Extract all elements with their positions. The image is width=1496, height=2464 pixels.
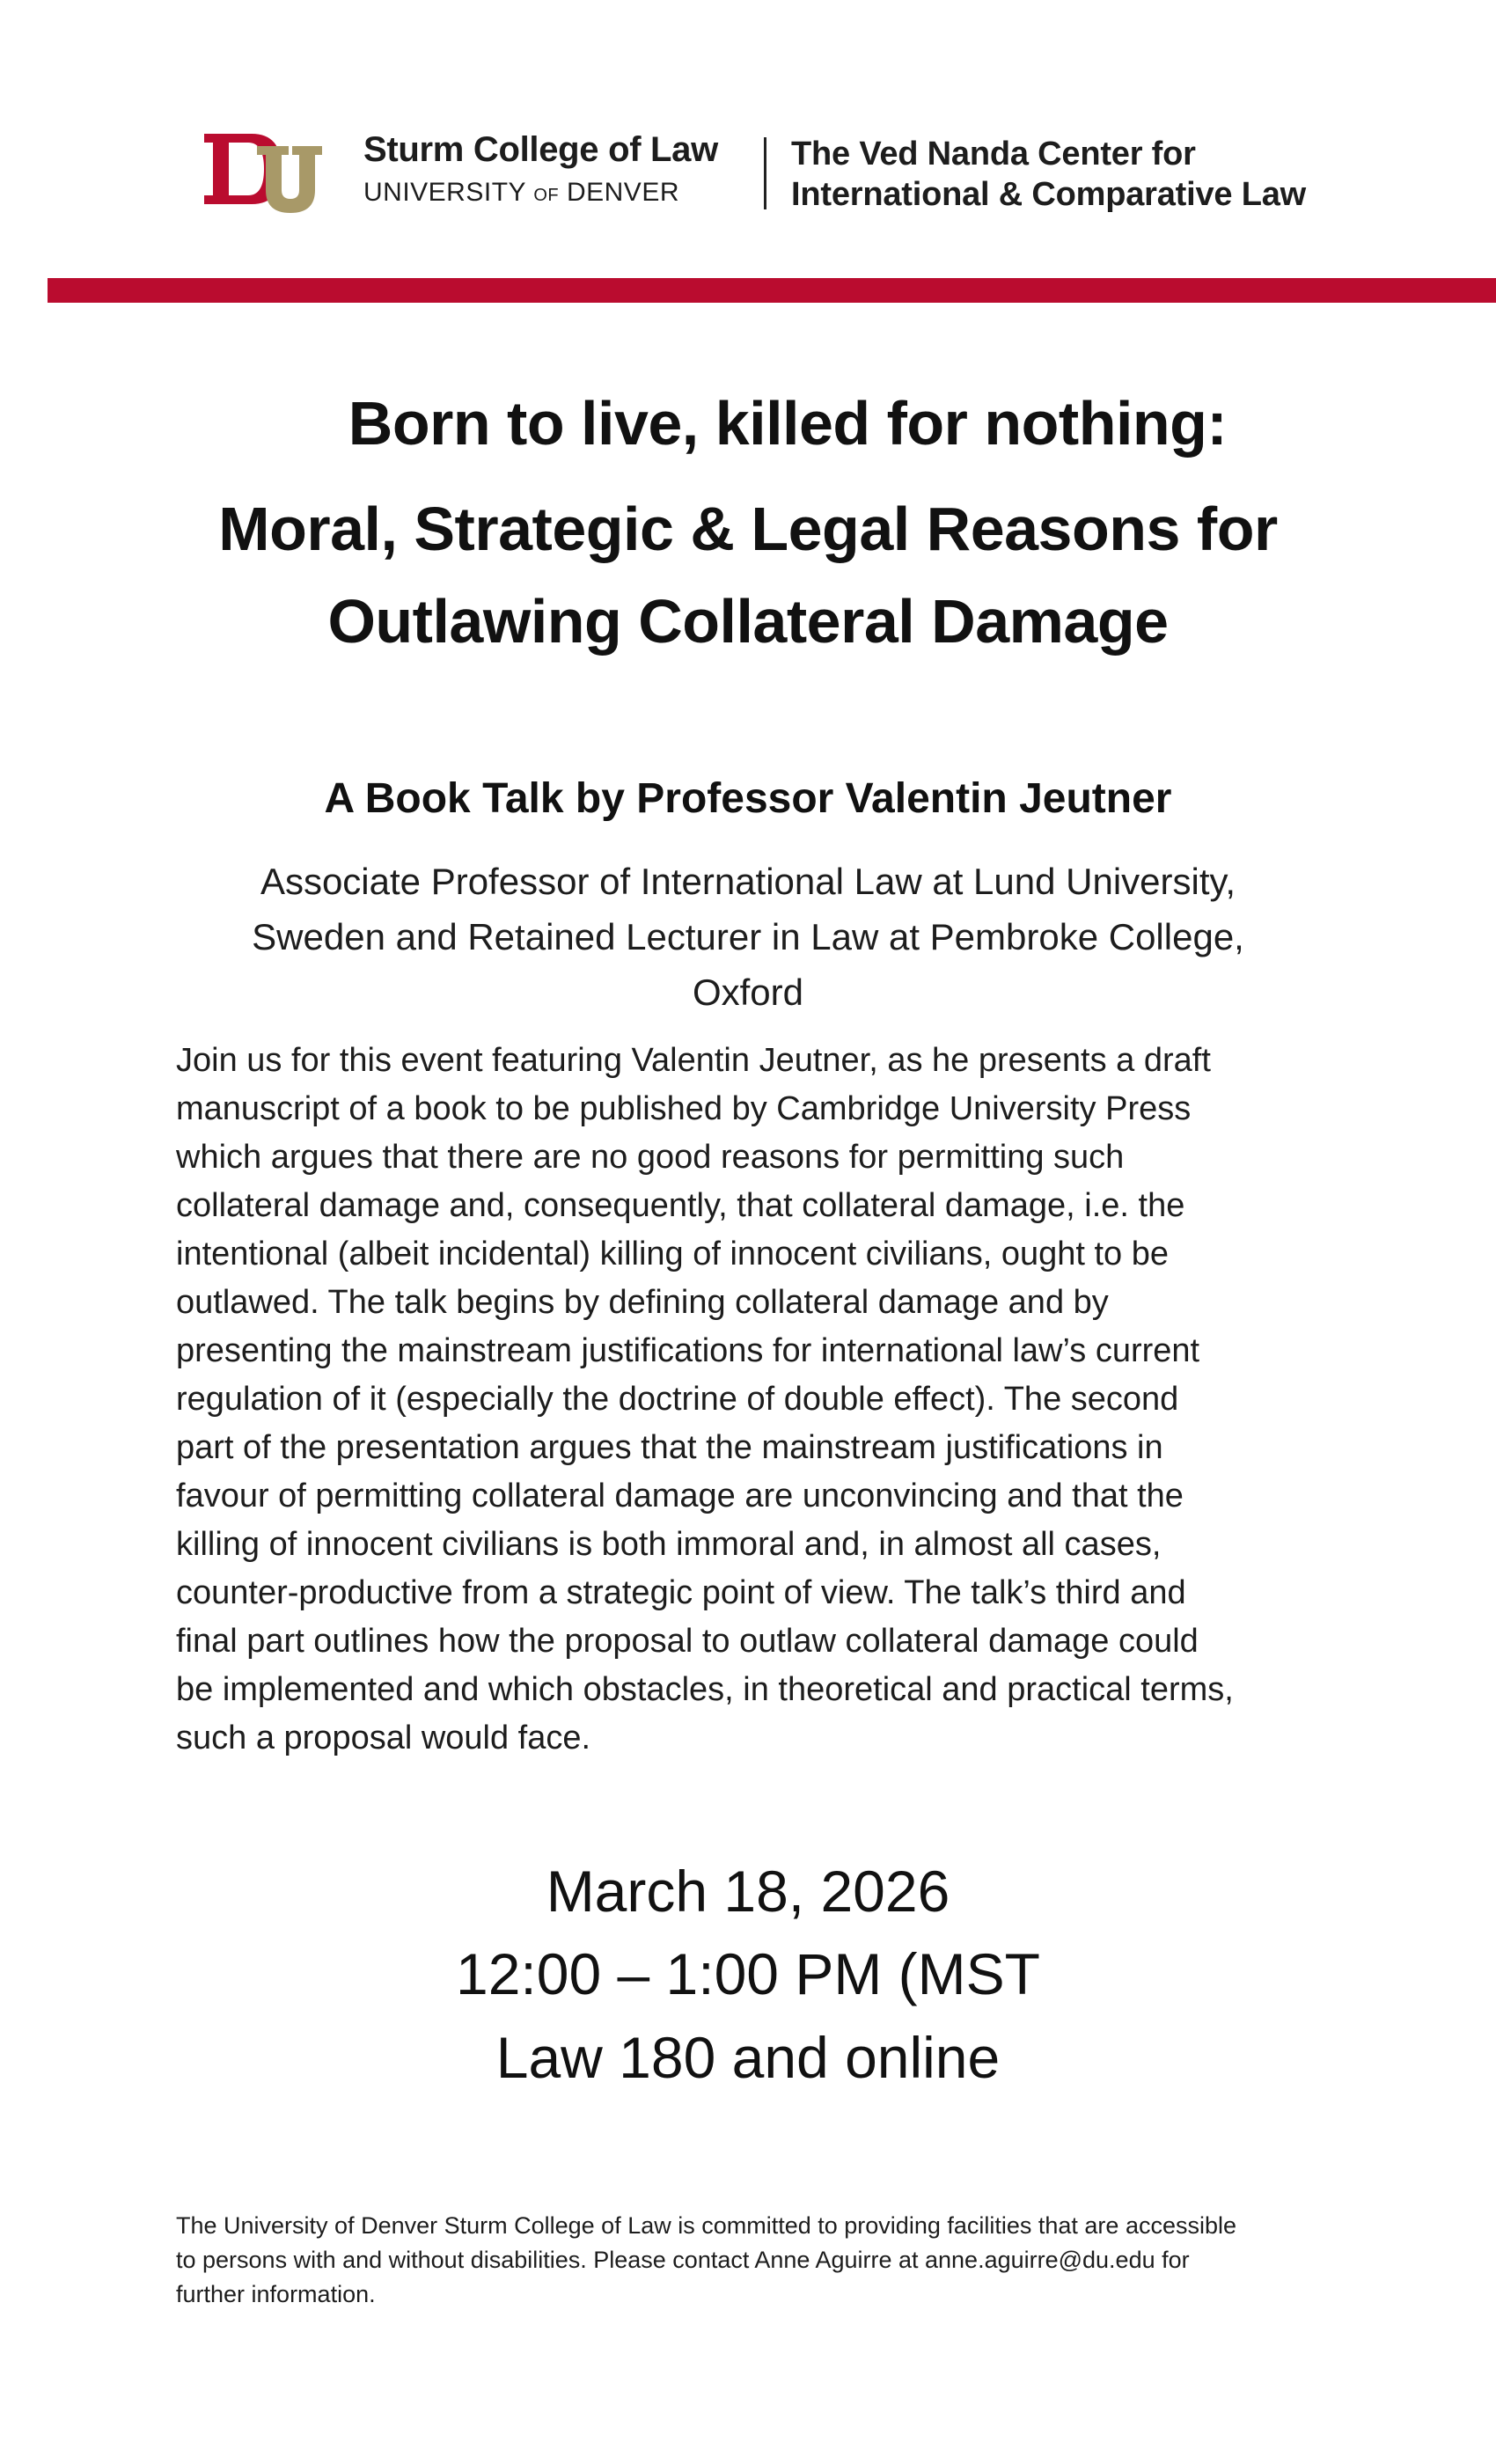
center-name bbox=[791, 134, 1306, 215]
footer-line: The University of Denver Sturm College of Law is committed to providing facilities that are accessible bbox=[176, 2212, 1237, 2239]
description-line: regulation of it (especially the doctrine of double effect). The second bbox=[176, 1381, 1179, 1418]
description-line: part of the presentation argues that the mainstream justifications in bbox=[176, 1429, 1163, 1466]
event-location: Law 180 and online bbox=[495, 2025, 1001, 2090]
speaker-affiliation bbox=[176, 854, 1320, 1020]
event-subtitle: A Book Talk by Professor Valentin Jeutner bbox=[324, 775, 1172, 822]
description-line: presenting the mainstream justifications for international law’s current bbox=[176, 1332, 1200, 1369]
du-logo bbox=[201, 128, 326, 216]
description-line: intentional (albeit incidental) killing of innocent civilians, ought to be bbox=[176, 1236, 1170, 1272]
description-line: final part outlines how the proposal to outlaw collateral damage could bbox=[176, 1623, 1199, 1660]
affiliation-line2: Sweden and Retained Lecturer in Law at Pembroke College, bbox=[252, 916, 1244, 957]
description-line: collateral damage and, consequently, that collateral damage, i.e. the bbox=[176, 1187, 1185, 1224]
header-red-bar bbox=[48, 278, 1496, 303]
footer-line: to persons with and without disabilities. Please contact Anne Aguirre at anne.aguirre@du.edu for bbox=[176, 2247, 1190, 2273]
description-line: such a proposal would face. bbox=[176, 1720, 591, 1756]
description-line: Join us for this event featuring Valentin Jeutner, as he presents a draft bbox=[176, 1042, 1211, 1079]
affiliation-line1: Associate Professor of International Law at Lund University, bbox=[260, 861, 1236, 902]
center-name-line2: International & Comparative Law bbox=[791, 176, 1307, 213]
event-date: March 18, 2026 bbox=[546, 1859, 950, 1924]
event-description bbox=[176, 1037, 1329, 1763]
college-name: Sturm College of Law bbox=[363, 130, 718, 169]
header-divider bbox=[764, 137, 766, 209]
event-title-line2: Moral, Strategic & Legal Reasons for bbox=[218, 495, 1278, 563]
description-line: which argues that there are no good reasons for permitting such bbox=[176, 1139, 1125, 1176]
description-line: outlawed. The talk begins by defining collateral damage and by bbox=[176, 1284, 1109, 1321]
description-line: be implemented and which obstacles, in theoretical and practical terms, bbox=[176, 1671, 1234, 1708]
description-line: counter-productive from a strategic point of view. The talk’s third and bbox=[176, 1574, 1186, 1611]
university-name: UNIVERSITY OF DENVER bbox=[363, 178, 679, 207]
event-title-line3: Outlawing Collateral Damage bbox=[327, 587, 1169, 656]
event-title-line1: Born to live, killed for nothing: bbox=[348, 389, 1228, 458]
description-line: killing of innocent civilians is both immoral and, in almost all cases, bbox=[176, 1526, 1162, 1563]
sturm-college-wordmark bbox=[363, 132, 718, 206]
footer-line: further information. bbox=[176, 2281, 376, 2307]
event-time: 12:00 – 1:00 PM (MST bbox=[456, 1941, 1040, 2006]
center-name-line1: The Ved Nanda Center for bbox=[791, 136, 1196, 172]
affiliation-line3: Oxford bbox=[692, 972, 804, 1013]
description-line: favour of permitting collateral damage are unconvincing and that the bbox=[176, 1478, 1184, 1514]
accessibility-notice bbox=[176, 2209, 1373, 2312]
description-line: manuscript of a book to be published by Cambridge University Press bbox=[176, 1090, 1192, 1127]
